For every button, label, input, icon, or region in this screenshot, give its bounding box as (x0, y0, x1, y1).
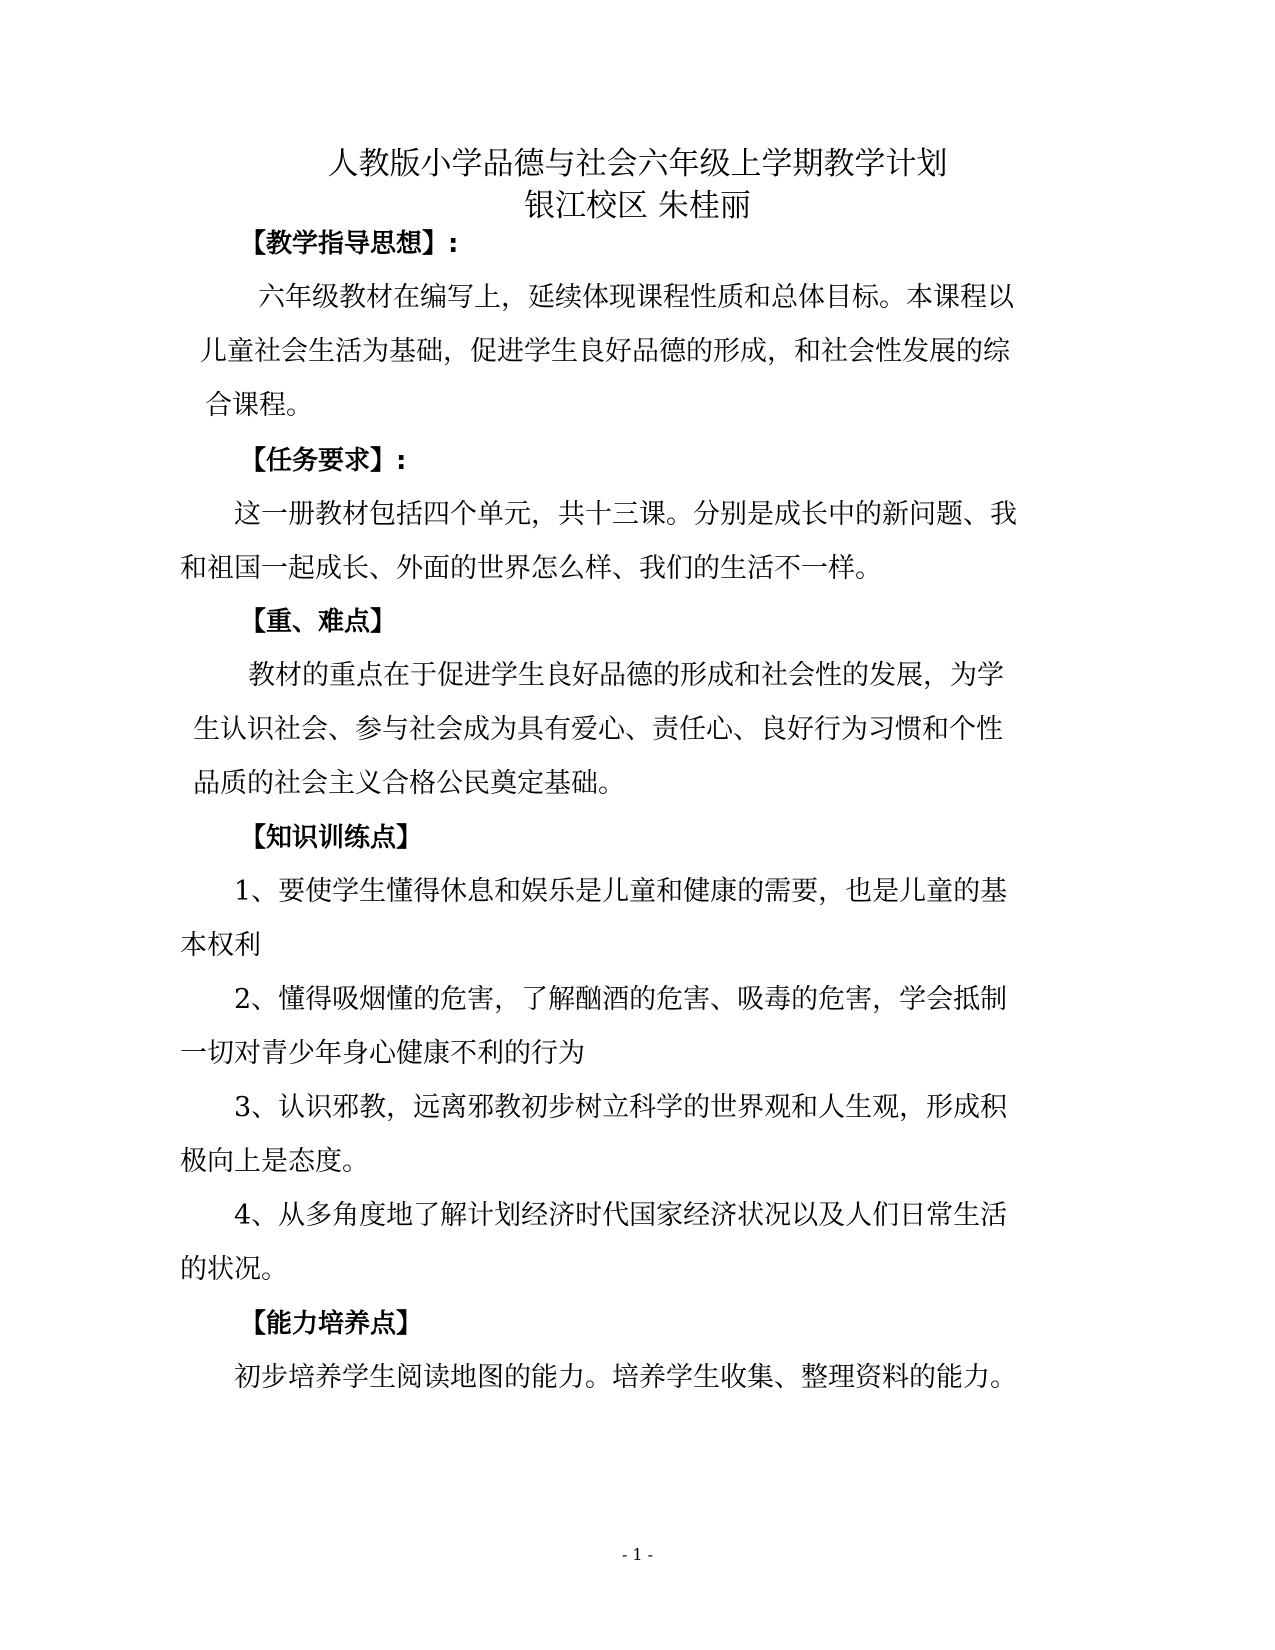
paragraph-line: 儿童社会生活为基础，促进学生良好品德的形成，和社会性发展的综 (200, 336, 1010, 367)
list-item-line: 的状况。 (180, 1254, 288, 1285)
list-item-line: 一切对青少年身心健康不利的行为 (180, 1038, 585, 1069)
list-item-line: 4、从多角度地了解计划经济时代国家经济状况以及人们日常生活 (234, 1200, 1008, 1231)
list-item-line: 本权利 (180, 930, 261, 961)
list-item-line: 1、要使学生懂得休息和娱乐是儿童和健康的需要，也是儿童的基 (234, 876, 1008, 907)
section-heading-ability-points: 【能力培养点】 (240, 1309, 423, 1339)
list-item-line: 3、认识邪教，远离邪教初步树立科学的世界观和人生观，形成积 (234, 1092, 1008, 1123)
paragraph-line: 教材的重点在于促进学生良好品德的形成和社会性的发展，为学 (248, 660, 1004, 691)
list-item-line: 极向上是态度。 (180, 1146, 369, 1177)
paragraph-line: 这一册教材包括四个单元，共十三课。分别是成长中的新问题、我 (234, 499, 1017, 530)
section-heading-guiding-thought: 【教学指导思想】: (240, 229, 459, 259)
section-heading-key-points: 【重、难点】 (240, 607, 397, 637)
author-line: 银江校区 朱桂丽 (524, 188, 751, 224)
paragraph-line: 初步培养学生阅读地图的能力。培养学生收集、整理资料的能力。 (234, 1362, 1017, 1393)
paragraph-line: 六年级教材在编写上，延续体现课程性质和总体目标。本课程以 (258, 282, 1014, 313)
list-item-line: 2、懂得吸烟懂的危害，了解酗酒的危害、吸毒的危害，学会抵制 (234, 984, 1008, 1015)
page-number: - 1 - (621, 1545, 654, 1564)
paragraph-line: 生认识社会、参与社会成为具有爱心、责任心、良好行为习惯和个性 (193, 714, 1003, 745)
section-heading-knowledge-points: 【知识训练点】 (240, 823, 423, 853)
paragraph-line: 品质的社会主义合格公民奠定基础。 (193, 768, 625, 799)
paragraph-line: 和祖国一起成长、外面的世界怎么样、我们的生活不一样。 (180, 553, 882, 584)
section-heading-task-requirements: 【任务要求】: (240, 446, 407, 476)
document-title: 人教版小学品德与社会六年级上学期教学计划 (327, 146, 948, 182)
paragraph-line: 合课程。 (205, 390, 313, 421)
